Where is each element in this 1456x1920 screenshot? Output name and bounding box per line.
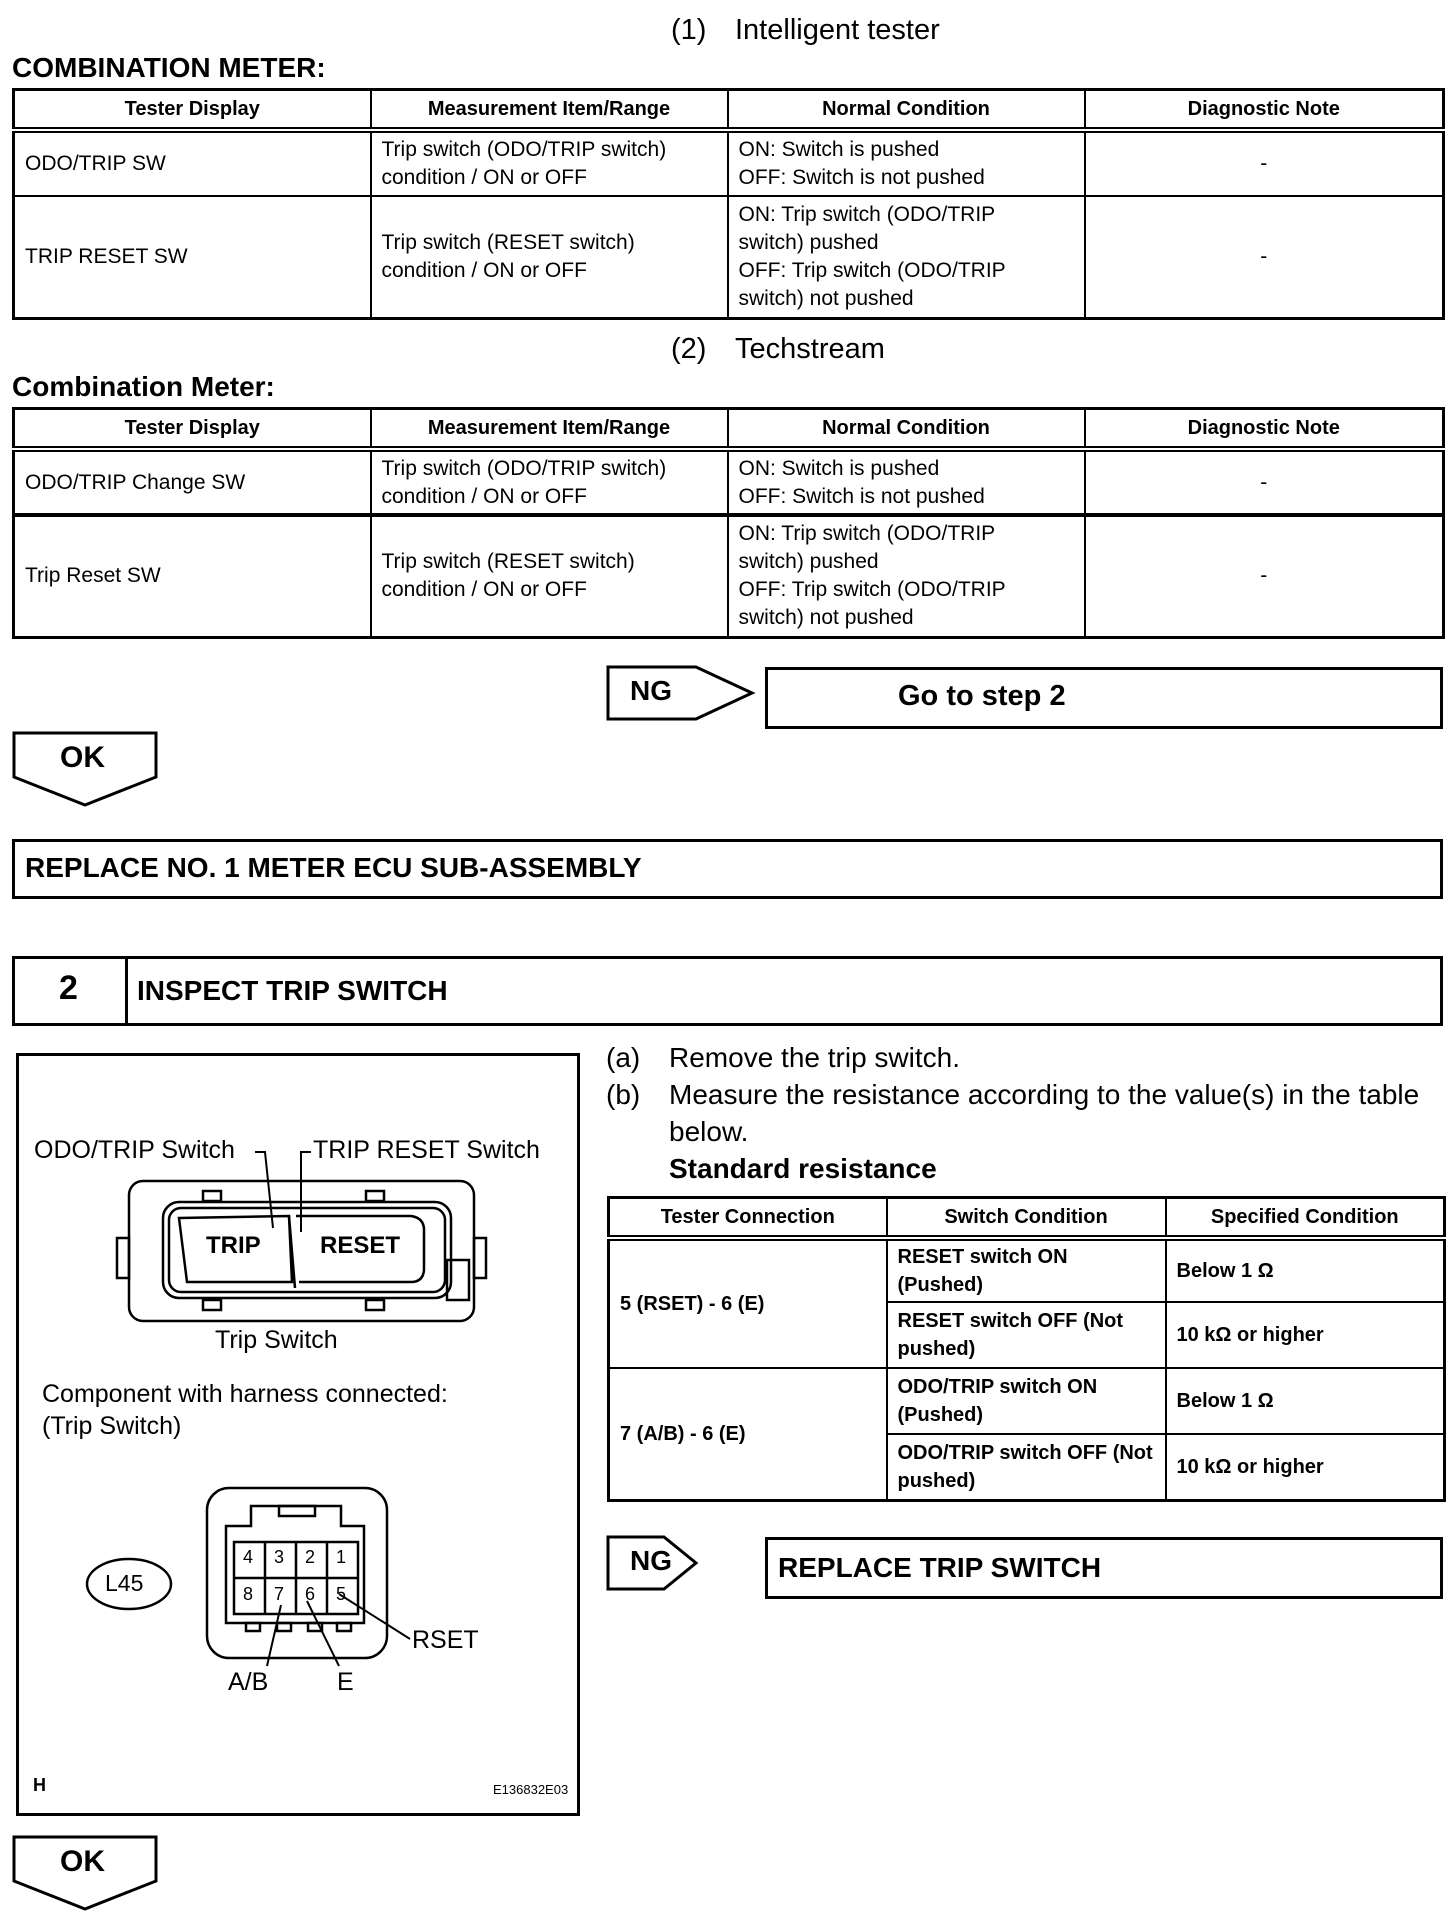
trip-switch-caption: Trip Switch xyxy=(215,1326,338,1354)
table-header-row xyxy=(609,1198,1445,1239)
normal-condition-cell: ON: Trip switch (ODO/TRIP switch) pushed OFF: Trip switch (ODO/TRIP switch) not pushed xyxy=(728,515,1085,637)
intelligent-tester-heading: (1) Intelligent tester xyxy=(671,14,940,46)
pin-label: 7 xyxy=(274,1584,285,1604)
header-cell: Tester Display xyxy=(14,90,371,131)
header-cell: Normal Condition xyxy=(728,90,1085,131)
normal-condition-cell: ON: Switch is pushed OFF: Switch is not pushed xyxy=(728,449,1085,515)
tester-display-cell: Trip Reset SW xyxy=(14,515,371,637)
trip-reset-leader-line xyxy=(301,1152,311,1232)
pin-label-e: E xyxy=(337,1668,354,1696)
techstream-heading: (2) Techstream xyxy=(671,333,885,365)
switch-condition-cell: RESET switch OFF (Not pushed) xyxy=(887,1302,1166,1368)
diagnostic-note-cell: - xyxy=(1085,130,1444,196)
tester-display-cell: ODO/TRIP Change SW xyxy=(14,449,371,515)
instructions xyxy=(606,1039,1446,1187)
pin-label: 2 xyxy=(305,1547,316,1567)
trip-button-label: TRIP xyxy=(206,1232,261,1259)
normal-condition-cell: ON: Trip switch (ODO/TRIP switch) pushed OFF: Trip switch (ODO/TRIP switch) not pushed xyxy=(728,196,1085,318)
figure-corner-letter: H xyxy=(33,1775,46,1795)
ng-arrow-icon xyxy=(606,665,756,721)
ng-branch-tag: NG xyxy=(606,665,756,721)
measurement-item-cell: Trip switch (RESET switch) condition / ON or OFF xyxy=(371,515,728,637)
table-row xyxy=(609,1368,1445,1434)
measurement-item-cell: Trip switch (ODO/TRIP switch) condition / ON or OFF xyxy=(371,449,728,515)
header-cell: Diagnostic Note xyxy=(1085,409,1444,450)
replace-trip-switch-label: REPLACE TRIP SWITCH xyxy=(778,1552,1102,1583)
header-cell: Tester Display xyxy=(14,409,371,450)
pin-label: 5 xyxy=(336,1584,347,1604)
table-row xyxy=(14,449,1444,515)
ok-branch-tag: OK xyxy=(12,731,162,807)
switch-condition-cell: RESET switch ON (Pushed) xyxy=(887,1238,1166,1302)
pin-label: 6 xyxy=(305,1584,316,1604)
instruction-item: (b) Measure the resistance according to the value(s) in the table below. xyxy=(606,1079,1420,1147)
connector-id-label: L45 xyxy=(105,1570,144,1596)
switch-condition-cell: ODO/TRIP switch OFF (Not pushed) xyxy=(887,1434,1166,1500)
step-2-header xyxy=(12,956,1443,1026)
header-cell: Measurement Item/Range xyxy=(371,90,728,131)
intelligent-tester-table xyxy=(12,88,1445,320)
pin-label: 3 xyxy=(274,1547,285,1567)
instruction-item: (a) Remove the trip switch. xyxy=(606,1042,960,1073)
trip-switch-figure xyxy=(16,1053,580,1816)
pin-label: 4 xyxy=(243,1547,254,1567)
specified-condition-cell: 10 kΩ or higher xyxy=(1166,1434,1445,1500)
go-to-step-label: Go to step 2 xyxy=(898,680,1066,712)
switch-condition-cell: ODO/TRIP switch ON (Pushed) xyxy=(887,1368,1166,1434)
table-row xyxy=(14,196,1444,318)
pin-label: 1 xyxy=(336,1547,347,1567)
diagnostic-note-cell: - xyxy=(1085,449,1444,515)
figure-code: E136832E03 xyxy=(493,1782,569,1797)
table-header-row xyxy=(14,90,1444,131)
specified-condition-cell: Below 1 Ω xyxy=(1166,1368,1445,1434)
tester-display-cell: ODO/TRIP SW xyxy=(14,130,371,196)
techstream-table xyxy=(12,407,1445,639)
go-to-step-box[interactable] xyxy=(765,667,1443,729)
header-cell: Switch Condition xyxy=(887,1198,1166,1239)
pin-label-rset: RSET xyxy=(412,1626,479,1654)
replace-meter-ecu-box[interactable] xyxy=(12,839,1443,899)
switch-body xyxy=(117,1181,486,1321)
ng-branch-tag-2: NG xyxy=(606,1535,756,1591)
pin-label: 8 xyxy=(243,1584,254,1604)
measurement-item-cell: Trip switch (RESET switch) condition / ON or OFF xyxy=(371,196,728,318)
specified-condition-cell: 10 kΩ or higher xyxy=(1166,1302,1445,1368)
combination-meter-title-2: Combination Meter: xyxy=(12,371,275,402)
header-cell: Diagnostic Note xyxy=(1085,90,1444,131)
pin-6-leader xyxy=(307,1601,339,1666)
ng-arrow-icon xyxy=(606,1535,756,1591)
table-row xyxy=(14,130,1444,196)
replace-trip-switch-box[interactable] xyxy=(765,1537,1443,1599)
diagnostic-note-cell: - xyxy=(1085,196,1444,318)
diagnostic-note-cell: - xyxy=(1085,515,1444,637)
step-number: 2 xyxy=(59,969,78,1007)
odo-trip-switch-label: ODO/TRIP Switch xyxy=(34,1136,235,1164)
tester-display-cell: TRIP RESET SW xyxy=(14,196,371,318)
replace-meter-ecu-label: REPLACE NO. 1 METER ECU SUB-ASSEMBLY xyxy=(25,852,642,883)
ok-branch-tag-2: OK xyxy=(12,1835,162,1911)
step-number-cell xyxy=(15,959,128,1023)
tester-connection-cell: 7 (A/B) - 6 (E) xyxy=(609,1368,887,1500)
header-cell: Specified Condition xyxy=(1166,1198,1445,1239)
reset-button-label: RESET xyxy=(320,1232,401,1259)
measurement-item-cell: Trip switch (ODO/TRIP switch) condition / ON or OFF xyxy=(371,130,728,196)
combination-meter-title: COMBINATION METER: xyxy=(12,52,326,83)
tester-connection-cell: 5 (RSET) - 6 (E) xyxy=(609,1238,887,1368)
specified-condition-cell: Below 1 Ω xyxy=(1166,1238,1445,1302)
standard-resistance-table xyxy=(607,1196,1446,1502)
table-header-row xyxy=(14,409,1444,450)
normal-condition-cell: ON: Switch is pushed OFF: Switch is not pushed xyxy=(728,130,1085,196)
pin-label-ab: A/B xyxy=(228,1668,269,1696)
header-cell: Normal Condition xyxy=(728,409,1085,450)
standard-resistance-title: Standard resistance xyxy=(669,1153,937,1184)
table-row xyxy=(609,1238,1445,1302)
header-cell: Measurement Item/Range xyxy=(371,409,728,450)
table-row xyxy=(14,515,1444,637)
header-cell: Tester Connection xyxy=(609,1198,887,1239)
harness-caption: Component with harness connected: xyxy=(42,1380,448,1408)
step-title: INSPECT TRIP SWITCH xyxy=(137,975,448,1006)
trip-reset-switch-label: TRIP RESET Switch xyxy=(313,1136,540,1164)
harness-subcaption: (Trip Switch) xyxy=(42,1412,182,1440)
